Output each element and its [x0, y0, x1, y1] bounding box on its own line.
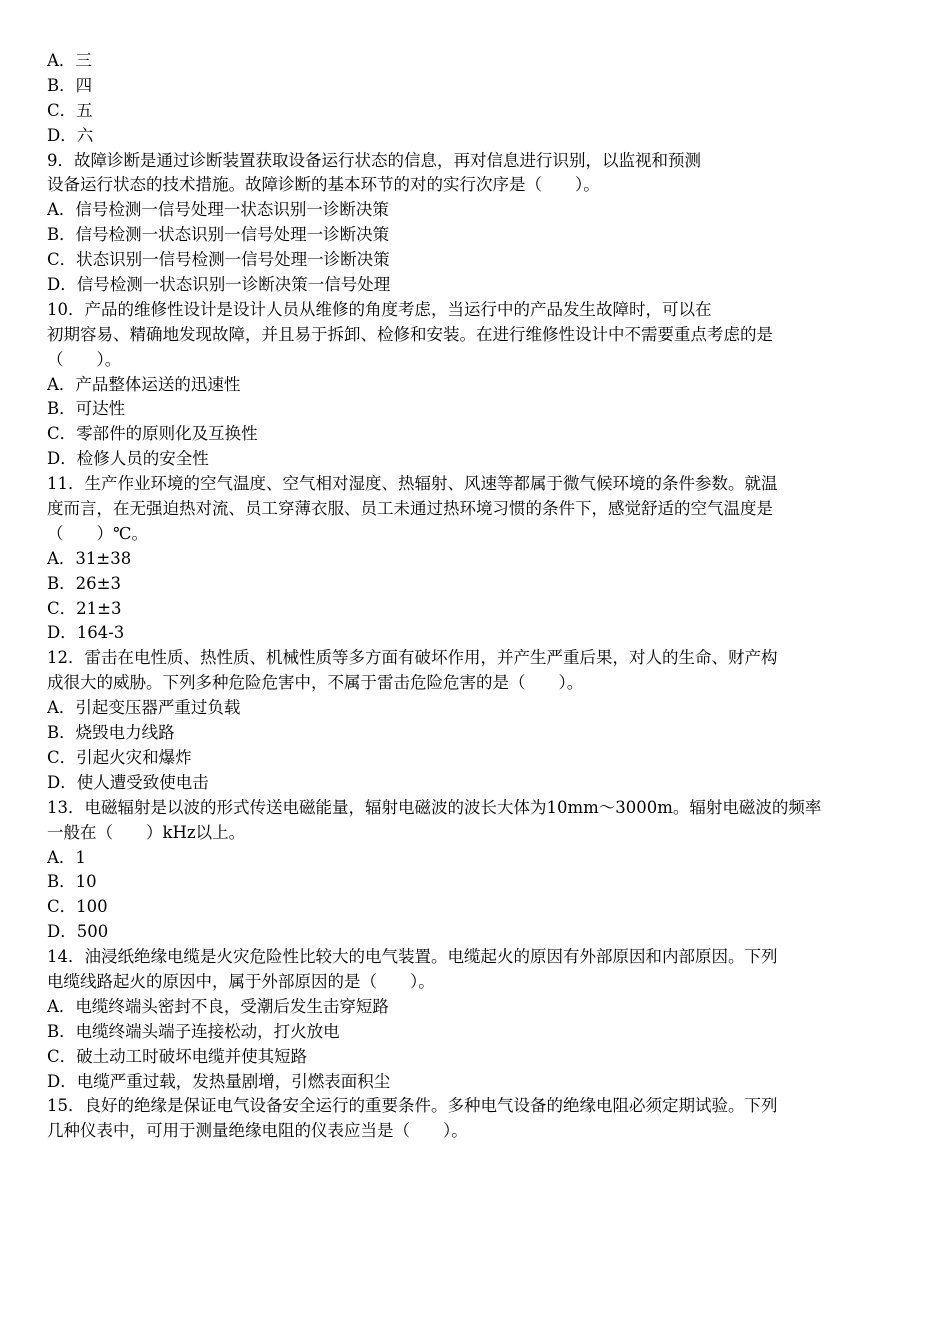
- option-a: A．31±38: [47, 548, 132, 568]
- question-text: 11．生产作业环境的空气温度、空气相对湿度、热辐射、风速等都属于微气候环境的条件参数。就温: [47, 474, 778, 494]
- question-text: 设备运行状态的技术措施。故障诊断的基本环节的对的实行次序是（ ）。: [47, 175, 600, 195]
- question-14: [47, 945, 909, 1094]
- question-text: 一般在（ ）kHz以上。: [47, 822, 246, 842]
- option-b: B．四: [47, 75, 93, 95]
- option-d: D．检修人员的安全性: [47, 449, 209, 469]
- option-a: A．产品整体运送的迅速性: [47, 374, 241, 394]
- question-text: 15．良好的绝缘是保证电气设备安全运行的重要条件。多种电气设备的绝缘电阻必须定期试验。下列: [47, 1096, 778, 1116]
- option-b: B．可达性: [47, 399, 126, 419]
- question-9: [47, 149, 909, 298]
- question-text: 14．油浸纸绝缘电缆是火灾危险性比较大的电气装置。电缆起火的原因有外部原因和内部原因。下列: [47, 947, 778, 967]
- option-a: A．1: [47, 847, 86, 867]
- option-d: D．电缆严重过载，发热量剧增，引燃表面积尘: [47, 1071, 391, 1091]
- question-text: 电缆线路起火的原因中，属于外部原因的是（ ）。: [47, 971, 435, 991]
- question-11: [47, 472, 909, 646]
- question-text: 13．电磁辐射是以波的形式传送电磁能量，辐射电磁波的波长大体为10mm～3000m。辐射电磁波的频率: [47, 797, 822, 817]
- option-c: C．五: [47, 100, 93, 120]
- option-d: D．六: [47, 125, 94, 145]
- option-c: C．零部件的原则化及互换性: [47, 424, 258, 444]
- question-text: 几种仪表中，可用于测量绝缘电阻的仪表应当是（ ）。: [47, 1121, 468, 1141]
- option-c: C．21±3: [47, 598, 122, 618]
- question-13: [47, 796, 909, 945]
- option-a: A．引起变压器严重过负载: [47, 698, 241, 718]
- document-page: [47, 49, 909, 1144]
- option-a: A．三: [47, 51, 92, 70]
- question-15: [47, 1094, 909, 1144]
- option-d: D．164-3: [47, 623, 125, 643]
- question-12: [47, 646, 909, 795]
- option-b: B．电缆终端头端子连接松动，打火放电: [47, 1021, 340, 1041]
- option-d: D．信号检测一状态识别一诊断决策一信号处理: [47, 275, 391, 295]
- question-text: 10．产品的维修性设计是设计人员从维修的角度考虑，当运行中的产品发生故障时，可以在: [47, 299, 712, 319]
- option-a: A．电缆终端头密封不良，受潮后发生击穿短路: [47, 996, 389, 1016]
- question-text: 9．故障诊断是通过诊断装置获取设备运行状态的信息，再对信息进行识别，以监视和预测: [47, 150, 701, 170]
- option-d: D．500: [47, 922, 109, 942]
- option-a: A．信号检测一信号处理一状态识别一诊断决策: [47, 200, 389, 220]
- option-c: C．破土动工时破坏电缆并使其短路: [47, 1046, 308, 1066]
- option-c: C．100: [47, 897, 108, 917]
- option-b: B．信号检测一状态识别一信号处理一诊断决策: [47, 225, 390, 245]
- option-b: B．26±3: [47, 573, 121, 593]
- option-b: B．10: [47, 872, 97, 892]
- question-text: （ ）。: [47, 349, 122, 369]
- option-list: [47, 49, 909, 149]
- option-d: D．使人遭受致使电击: [47, 772, 209, 792]
- question-text: 初期容易、精确地发现故障，并且易于拆卸、检修和安装。在进行维修性设计中不需要重点考虑的是: [47, 324, 773, 344]
- question-text: 12．雷击在电性质、热性质、机械性质等多方面有破坏作用，并产生严重后果，对人的生命、财产构: [47, 648, 778, 668]
- option-c: C．引起火灾和爆炸: [47, 747, 192, 767]
- option-c: C．状态识别一信号检测一信号处理一诊断决策: [47, 250, 390, 270]
- question-text: （ ）℃。: [47, 523, 148, 543]
- option-b: B．烧毁电力线路: [47, 723, 175, 743]
- question-text: 度而言，在无强迫热对流、员工穿薄衣服、员工未通过热环境习惯的条件下，感觉舒适的空气温度是: [47, 499, 773, 519]
- question-text: 成很大的威胁。下列多种危险危害中，不属于雷击危险危害的是（ ）。: [47, 673, 584, 693]
- question-10: [47, 298, 909, 472]
